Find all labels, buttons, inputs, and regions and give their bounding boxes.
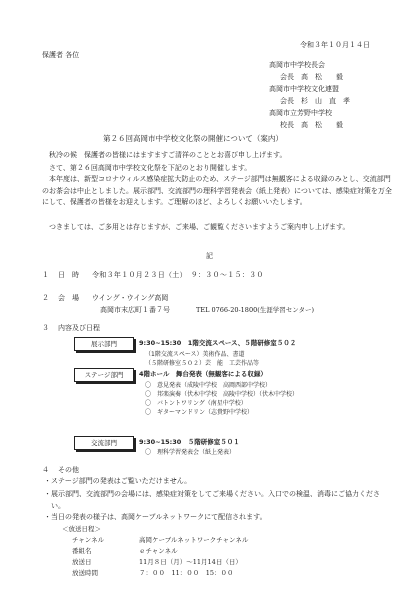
sender-line: 会長 高 松 毅	[280, 73, 343, 81]
section-label-exchange: 交流部門	[74, 436, 134, 450]
sender-line: 高岡市中学校長会	[269, 61, 325, 69]
section-detail: （1階交流スペース）美術作品、書道	[145, 351, 245, 358]
broadcast-key: チャンネル	[72, 536, 105, 544]
document-title: 第２６回高岡市中学校文化祭の開催について（案内）	[103, 134, 283, 143]
paragraph: 秋冷の候 保護者の皆様にはますますご清祥のこととお喜び申し上げます。	[49, 151, 287, 159]
broadcast-value: 高岡ケーブルネットワークチャンネル	[139, 536, 249, 544]
event-datetime: 令和３年１０月２３日（土） ９：３０～１５：３０	[92, 271, 264, 279]
note-item: ・ステージ部門の発表はご覧いただけません。	[44, 477, 192, 485]
note-item: ・展示部門、交流部門の会場には、感染症対策をしてご来場ください。入口での検温、消毒にご協力ください。	[44, 490, 380, 510]
venue-address: 高岡市末広町１番７号	[100, 306, 170, 314]
section-schedule: 4階ホール 舞台発表（無観客による収録）	[139, 370, 267, 378]
addressee: 保護者 各位	[42, 51, 80, 59]
section-detail: （５階研修室５０２）芸 能 工芸作品等	[145, 360, 260, 367]
note-item: ・当日の発表の様子は、高岡ケーブルネットワークにて配信されます。	[44, 513, 267, 521]
ki-heading: 記	[206, 252, 213, 260]
broadcast-key: 放送時間	[72, 569, 98, 577]
broadcast-header: ＜放送日程＞	[62, 525, 101, 533]
item-number: ２	[42, 294, 49, 302]
section-detail: 〇 バトントワリング（南星中学校）	[145, 400, 247, 407]
paragraph: つきましては、ご多用とは存じますが、ご来場、ご観覧くださいますようご案内申し上げます。	[49, 223, 350, 231]
item-label: 日 時	[58, 271, 79, 279]
section-label-exhibition: 展示部門	[74, 337, 134, 351]
broadcast-value: 11月８日（月）～11月14日（日）	[139, 558, 242, 566]
item-number: ３	[42, 324, 49, 332]
broadcast-value: ｅチャンネル	[139, 547, 178, 555]
section-detail: 〇 邦楽演奏（伏木中学校 高陵中学校）（伏木中学校）	[145, 391, 299, 398]
sender-line: 高岡市中学校文化連盟	[269, 85, 339, 93]
item-number: １	[42, 271, 49, 279]
venue-phone: TEL 0766-20-1800(生涯学習センター)	[196, 306, 315, 314]
sender-line: 会長 杉 山 直 孝	[280, 97, 350, 105]
section-detail: 〇 理科学習発表会（紙上発表）	[145, 449, 236, 456]
sender-line: 高岡市立芳野中学校	[269, 109, 332, 117]
broadcast-key: 放送日	[72, 558, 92, 566]
section-schedule: 9:30~15:30 ５階研修室５０１	[139, 438, 240, 446]
paragraph: 本年度は、新型コロナウィルス感染症拡大防止のため、ステージ部門は無観客による収録のみとし、交流部門のお茶会は中止としました。展示部門、交流部門の理科学習発表会（紙上発表）については、感染症対策を万全にして、保護者の皆様をお迎えします。ご理解のほど、よろしくお願いいたします。	[42, 175, 392, 206]
section-schedule: 9:30~15:30 1階交流スペース、５階研修室５０２	[139, 339, 297, 347]
paragraph: さて、第２６回高岡市中学校文化祭を下記のとおり開催します。	[49, 164, 252, 172]
section-detail: 〇 ギターマンドリン（志貴野中学校）	[145, 409, 253, 416]
item-label: 内容及び日程	[58, 324, 100, 332]
item-label: 会 場	[58, 294, 79, 302]
item-number: ４	[42, 466, 49, 474]
sender-line: 校長 高 松 毅	[280, 121, 343, 129]
section-label-stage: ステージ部門	[74, 368, 134, 382]
item-label: その他	[58, 466, 79, 474]
broadcast-value: ７：００ 11：００ 15：００	[139, 569, 234, 577]
venue-name: ウイング・ウイング高岡	[92, 294, 169, 302]
document-date: 令和３年１０月１４日	[300, 41, 370, 49]
section-detail: 〇 意見発表（成陵中学校 高岡西部中学校）	[145, 382, 272, 389]
broadcast-key: 番組名	[72, 547, 92, 555]
